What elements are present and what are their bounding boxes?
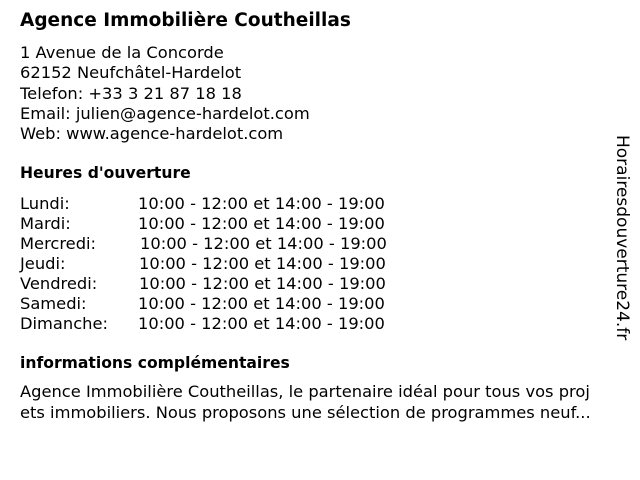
info-description (20, 382, 630, 426)
day-label: Samedi: (20, 294, 87, 313)
city-line: 62152 Neufchâtel-Hardelot (20, 63, 242, 83)
day-label: Mardi: (20, 214, 71, 233)
day-label: Jeudi: (20, 254, 66, 273)
day-label: Mercredi: (20, 234, 97, 253)
time-range: 10:00 - 12:00 et 14:00 - 19:00 (138, 314, 385, 333)
email-line: Email: julien@agence-hardelot.com (20, 103, 310, 123)
phone-line: Telefon: +33 3 21 87 18 18 (20, 83, 242, 103)
watermark (612, 135, 632, 345)
day-label: Dimanche: (20, 314, 108, 333)
day-label: Lundi: (20, 194, 70, 213)
time-range: 10:00 - 12:00 et 14:00 - 19:00 (138, 214, 385, 233)
time-range: 10:00 - 12:00 et 14:00 - 19:00 (140, 234, 387, 253)
watermark-text: Horairesdouverture24.fr (612, 135, 632, 341)
time-range: 10:00 - 12:00 et 14:00 - 19:00 (139, 274, 386, 293)
web-line: Web: www.agence-hardelot.com (20, 124, 284, 144)
time-range: 10:00 - 12:00 et 14:00 - 19:00 (138, 294, 385, 313)
day-label: Vendredi: (20, 274, 98, 293)
contact-block (20, 43, 310, 144)
hours-heading: Heures d'ouverture (20, 164, 191, 182)
info-heading: informations complémentaires (20, 354, 290, 372)
time-range: 10:00 - 12:00 et 14:00 - 19:00 (139, 254, 386, 273)
info-line-2: ets immobiliers. Nous proposons une sélection de programmes neuf... (20, 402, 591, 422)
business-name: Agence Immobilière Coutheillas (20, 10, 351, 31)
info-line-1: Agence Immobilière Coutheillas, le partenaire idéal pour tous vos proj (20, 382, 590, 401)
address-line: 1 Avenue de la Concorde (20, 43, 224, 62)
time-range: 10:00 - 12:00 et 14:00 - 19:00 (138, 194, 385, 213)
